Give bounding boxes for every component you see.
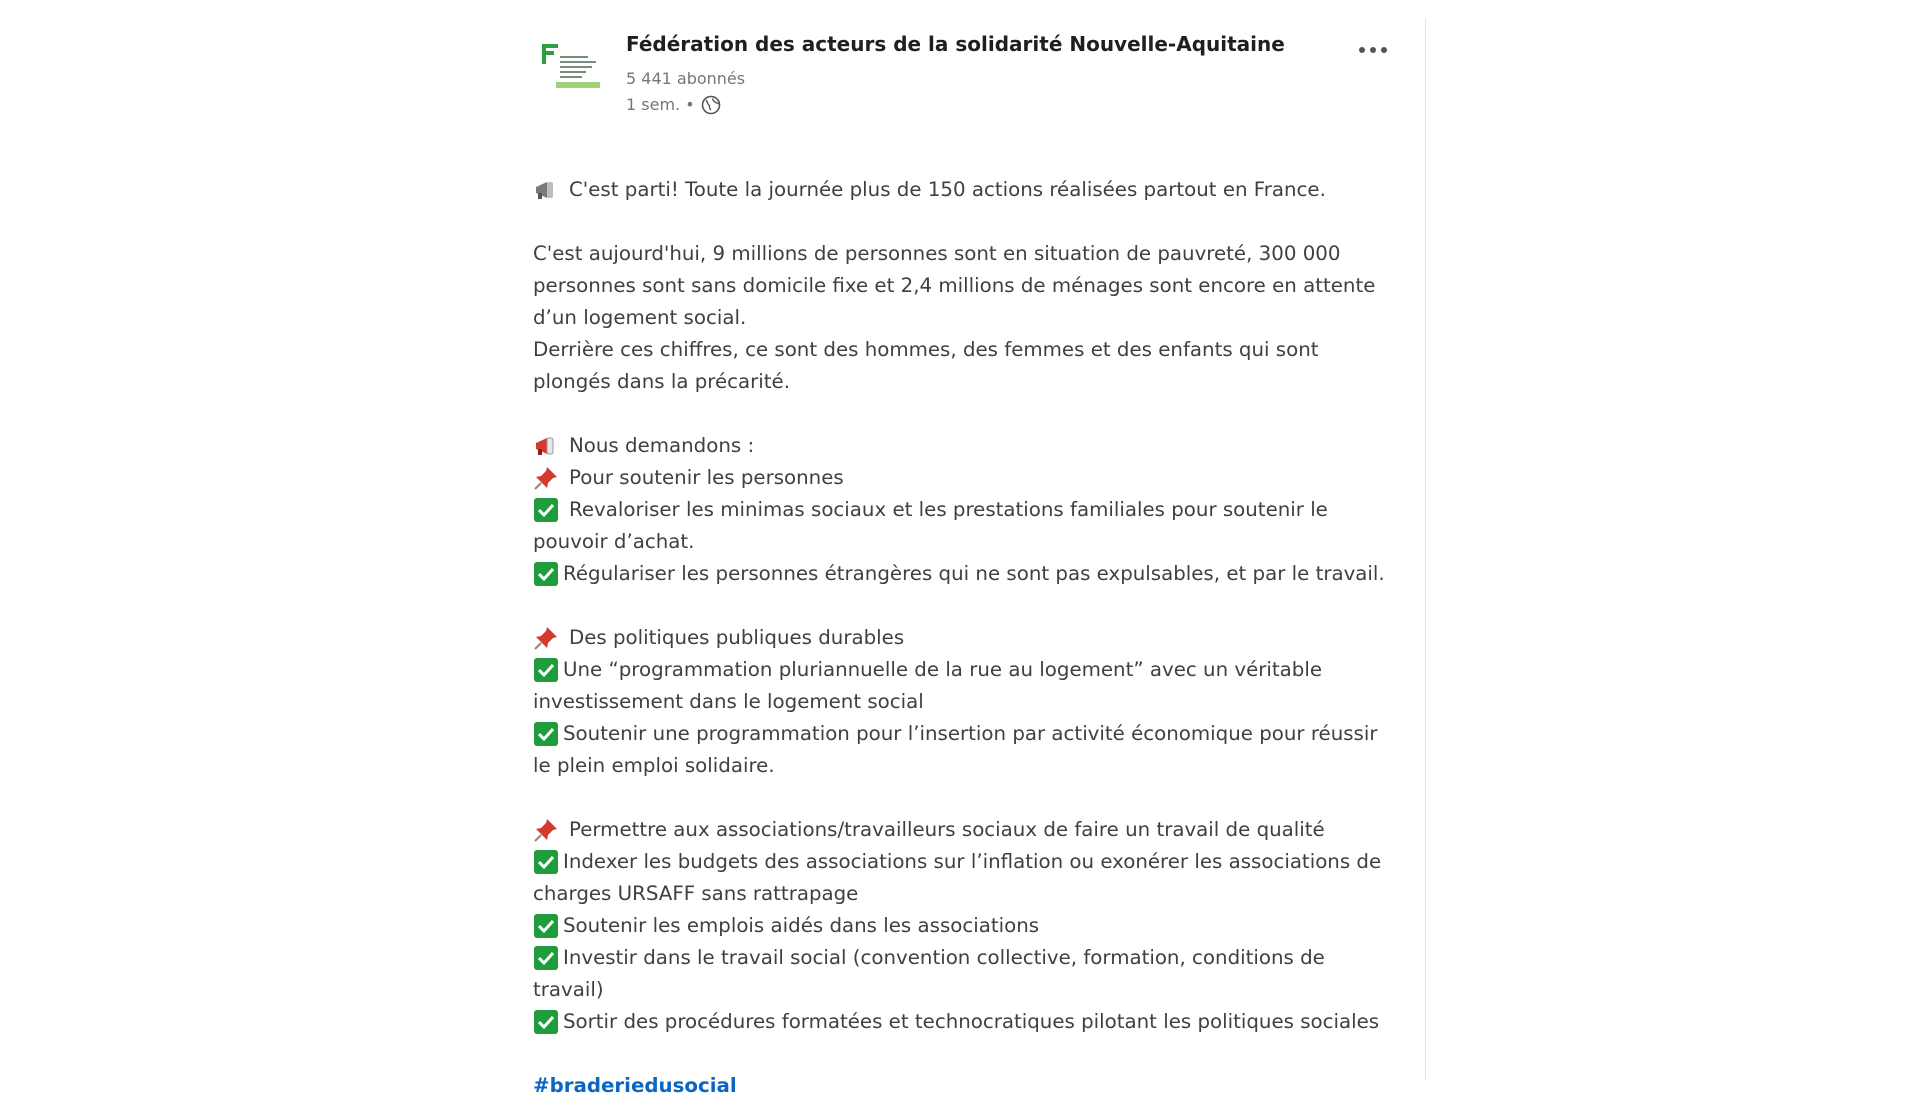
paragraph-line: d’un logement social. [533, 306, 747, 329]
check-item [533, 558, 1393, 590]
check-item [533, 846, 1393, 878]
megaphone-icon [533, 433, 559, 459]
intro-text: C'est parti! Toute la journée plus de 150 actions réalisées partout en France. [569, 178, 1326, 201]
check-item [533, 718, 1393, 750]
more-options-button[interactable] [1352, 36, 1394, 64]
section-title [533, 814, 1393, 846]
spacer [533, 590, 1393, 622]
spacer [533, 206, 1393, 238]
check-item-text: Sortir des procédures formatées et technocratiques pilotant les politiques sociales [563, 1010, 1380, 1033]
paragraph-line: le plein emploi solidaire. [533, 754, 775, 777]
check-item [533, 494, 1393, 526]
section-title [533, 622, 1393, 654]
more-options-icon [1370, 47, 1376, 53]
megaphone-icon [533, 177, 559, 203]
author-name[interactable]: Fédération des acteurs de la solidarité Nouvelle-Aquitaine [626, 32, 1285, 56]
check-item-text: Investir dans le travail social (convention collective, formation, conditions de [563, 946, 1325, 969]
spacer [533, 1038, 1393, 1070]
organization-logo[interactable] [542, 42, 602, 92]
demand-line [533, 430, 1393, 462]
paragraph-line: plongés dans la précarité. [533, 370, 790, 393]
spacer [533, 782, 1393, 814]
author-block [626, 22, 1285, 118]
check-item [533, 942, 1393, 974]
section-title-text: Permettre aux associations/travailleurs sociaux de faire un travail de qualité [569, 818, 1325, 841]
check-item-text: Soutenir les emplois aidés dans les associations [563, 914, 1040, 937]
post-card [533, 22, 1393, 1097]
check-mark-icon [533, 945, 559, 971]
paragraph-line: C'est aujourd'hui, 9 millions de personnes sont en situation de pauvreté, 300 000 [533, 242, 1341, 265]
right-divider [1425, 18, 1426, 1080]
check-item-text: Une “programmation pluriannuelle de la rue au logement” avec un véritable [563, 658, 1323, 681]
check-mark-icon [533, 849, 559, 875]
paragraph-line: personnes sont sans domicile fixe et 2,4 millions de ménages sont encore en attente [533, 274, 1376, 297]
check-mark-icon [533, 497, 559, 523]
check-mark-icon [533, 561, 559, 587]
pushpin-icon [533, 817, 559, 843]
pushpin-icon [533, 625, 559, 651]
check-item [533, 1006, 1393, 1038]
section-title [533, 462, 1393, 494]
post-header [533, 22, 1393, 122]
intro-line [533, 174, 1393, 206]
globe-icon [701, 95, 721, 115]
more-options-icon [1359, 47, 1365, 53]
more-options-icon [1381, 47, 1387, 53]
paragraph-line: charges URSAFF sans rattrapage [533, 882, 859, 905]
post-time: 1 sem. • [626, 95, 695, 114]
check-item-text: Régulariser les personnes étrangères qui ne sont pas expulsables, et par le travail. [563, 562, 1385, 585]
paragraph-line: investissement dans le logement social [533, 690, 924, 713]
demand-text: Nous demandons : [569, 434, 755, 457]
paragraph-line: pouvoir d’achat. [533, 530, 695, 553]
post-time-row [626, 92, 1285, 118]
check-item [533, 910, 1393, 942]
check-mark-icon [533, 721, 559, 747]
check-mark-icon [533, 913, 559, 939]
paragraph-line: travail) [533, 978, 604, 1001]
section-title-text: Des politiques publiques durables [569, 626, 905, 649]
post-text [533, 174, 1393, 1102]
check-mark-icon [533, 1009, 559, 1035]
check-item-text: Revaloriser les minimas sociaux et les prestations familiales pour soutenir le [569, 498, 1328, 521]
check-mark-icon [533, 657, 559, 683]
hashtag-link[interactable]: #braderiedusocial [533, 1074, 737, 1097]
follower-count: 5 441 abonnés [626, 69, 746, 88]
check-item [533, 654, 1393, 686]
spacer [533, 398, 1393, 430]
pushpin-icon [533, 465, 559, 491]
paragraph-line: Derrière ces chiffres, ce sont des hommes, des femmes et des enfants qui sont [533, 338, 1319, 361]
section-title-text: Pour soutenir les personnes [569, 466, 844, 489]
hashtag-line [533, 1070, 1393, 1102]
check-item-text: Indexer les budgets des associations sur l’inflation ou exonérer les associations de [563, 850, 1382, 873]
check-item-text: Soutenir une programmation pour l’insertion par activité économique pour réussir [563, 722, 1378, 745]
